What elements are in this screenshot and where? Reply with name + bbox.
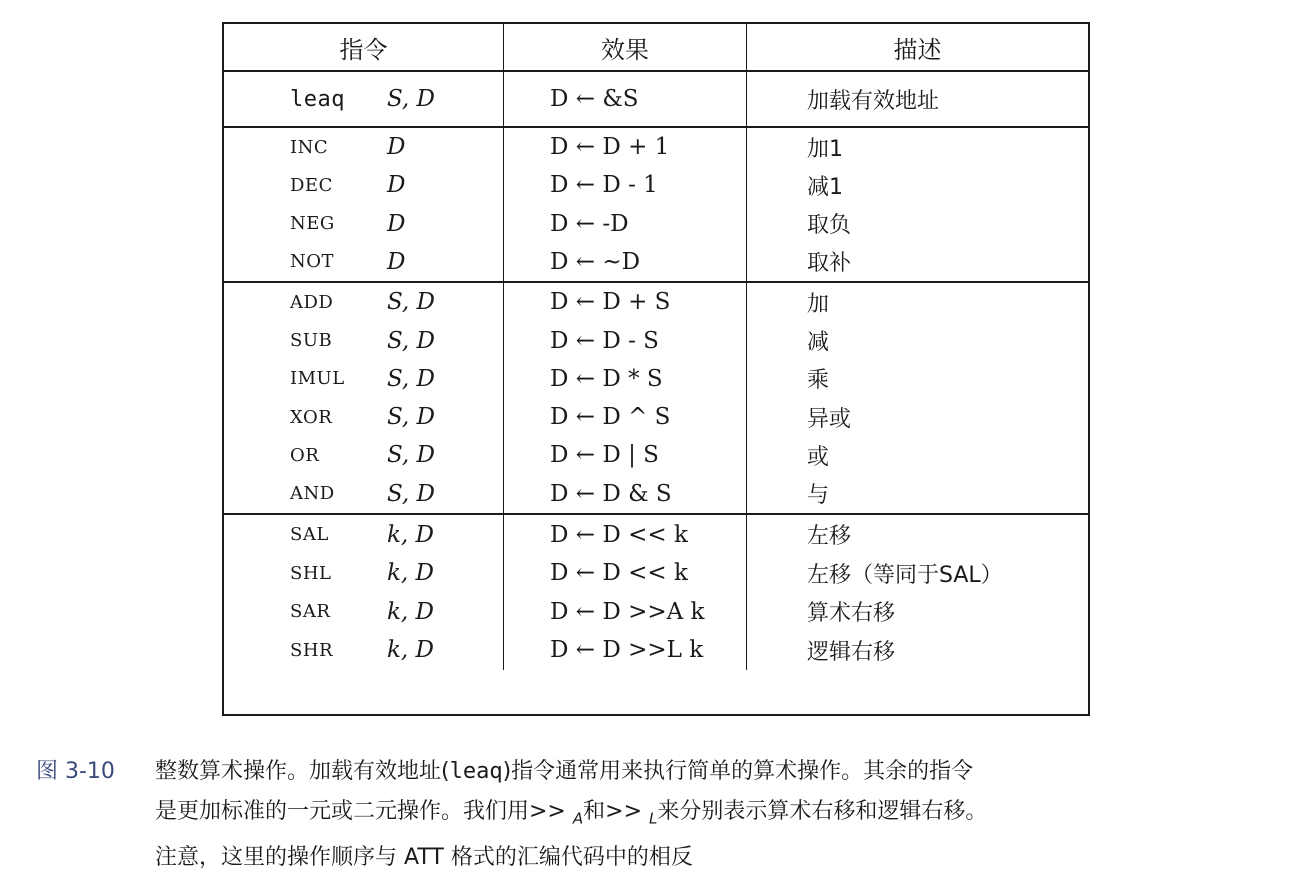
- opcode: DEC: [290, 174, 333, 196]
- effect-cell: D ← D & S: [550, 480, 672, 507]
- operands: S, D: [387, 86, 435, 112]
- instruction-cell: [224, 166, 503, 204]
- opcode: AND: [290, 483, 335, 505]
- effect-column: [504, 128, 747, 281]
- header-instruction: 指令: [224, 24, 504, 70]
- instruction-column: [224, 283, 504, 513]
- description-cell: 或: [807, 444, 830, 470]
- operands: S, D: [387, 404, 435, 431]
- description-cell: 减1: [807, 174, 843, 200]
- effect-cell: D ← D ^ S: [550, 404, 671, 431]
- caption-text: 来分别表示算术右移和逻辑右移。: [657, 799, 988, 824]
- table-group: [224, 283, 1088, 515]
- instruction-cell: [224, 321, 503, 359]
- instruction-cell: [224, 554, 503, 593]
- caption-sub: L: [649, 809, 658, 828]
- instruction-cell: [224, 128, 503, 166]
- instruction-column: [224, 72, 504, 126]
- opcode: SHL: [290, 562, 332, 584]
- effect-cell: D ← D << k: [550, 521, 688, 548]
- effect-cell: D ← D >>A k: [550, 598, 705, 625]
- opcode: OR: [290, 444, 320, 466]
- description-column: [747, 128, 1088, 281]
- table-group: [224, 515, 1088, 670]
- operands: S, D: [387, 365, 435, 392]
- description-column: [747, 283, 1088, 513]
- caption-text: 整数算术操作。加载有效地址(: [155, 759, 450, 784]
- instruction-column: [224, 515, 504, 670]
- description-column: [747, 515, 1088, 670]
- operands: k, D: [387, 521, 434, 548]
- effect-cell: D ← D * S: [550, 365, 663, 392]
- description-cell: 取补: [807, 251, 852, 277]
- opcode: SAL: [290, 524, 329, 546]
- caption-body: [155, 752, 1286, 878]
- header-description: 描述: [893, 35, 942, 64]
- description-cell: 加1: [807, 136, 843, 162]
- table-group: [224, 128, 1088, 283]
- instruction-cell: [224, 593, 503, 632]
- effect-column: [504, 72, 747, 126]
- caption-code: leaq: [449, 759, 503, 784]
- operands: D: [387, 248, 406, 275]
- instruction-column: [224, 128, 504, 281]
- caption-text: )指令通常用来执行简单的算术操作。其余的指令: [502, 759, 974, 784]
- effect-cell: D ← ~D: [550, 248, 641, 275]
- caption-sub: A: [572, 809, 584, 828]
- instruction-cell: [224, 80, 503, 119]
- description-cell: 取负: [807, 213, 852, 239]
- operands: D: [387, 134, 406, 161]
- operands: k, D: [387, 598, 434, 625]
- operands: S, D: [387, 327, 435, 354]
- instruction-cell: [224, 283, 503, 321]
- operands: S, D: [387, 442, 435, 469]
- opcode: ADD: [290, 291, 334, 313]
- header-effect: 效果: [504, 24, 747, 70]
- opcode: NEG: [290, 213, 335, 235]
- operands: k, D: [387, 637, 434, 664]
- opcode: IMUL: [290, 368, 345, 390]
- description-cell: 算术右移: [807, 601, 896, 627]
- opcode: NOT: [290, 251, 335, 273]
- operands: S, D: [387, 480, 435, 507]
- description-cell: 加: [807, 291, 830, 317]
- figure-caption: [36, 752, 1286, 878]
- description-cell: 与: [807, 483, 830, 509]
- effect-cell: D ← D >>L k: [550, 637, 704, 664]
- effect-cell: D ← D - S: [550, 327, 659, 354]
- effect-column: [504, 283, 747, 513]
- description-cell: 逻辑右移: [807, 639, 896, 665]
- instruction-cell: [224, 360, 503, 398]
- opcode: XOR: [290, 406, 333, 428]
- instruction-cell: [224, 515, 503, 554]
- operands: D: [387, 172, 406, 199]
- description-cell: 加载有效地址: [807, 88, 940, 114]
- effect-column: [504, 515, 747, 670]
- description-cell: 乘: [807, 368, 830, 394]
- opcode: SAR: [290, 601, 331, 623]
- description-cell: 左移（等同于SAL）: [807, 562, 1003, 588]
- description-column: [747, 72, 1088, 126]
- description-cell: 左移: [807, 524, 852, 550]
- operands: D: [387, 210, 406, 237]
- table-header: [224, 24, 1088, 72]
- caption-line-3: 注意，这里的操作顺序与 ATT 格式的汇编代码中的相反: [155, 845, 693, 871]
- caption-line-2: [155, 792, 1286, 838]
- instruction-cell: [224, 475, 503, 513]
- instruction-cell: [224, 205, 503, 243]
- opcode: leaq: [290, 86, 345, 112]
- effect-cell: D ← D - 1: [550, 172, 658, 199]
- caption-line-1: [155, 752, 1286, 792]
- operands: S, D: [387, 289, 435, 316]
- instruction-cell: [224, 631, 503, 670]
- table-group: [224, 72, 1088, 128]
- effect-cell: D ← D | S: [550, 442, 659, 469]
- effect-cell: D ← &S: [550, 86, 639, 112]
- effect-cell: D ← -D: [550, 210, 629, 237]
- description-cell: 异或: [807, 406, 852, 432]
- figure-label: 图 3-10: [36, 759, 115, 784]
- instruction-cell: [224, 243, 503, 281]
- effect-cell: D ← D + S: [550, 289, 671, 316]
- description-cell: 减: [807, 330, 830, 355]
- caption-text: 是更加标准的一元或二元操作。我们用>>: [155, 799, 573, 824]
- operands: k, D: [387, 560, 434, 587]
- caption-text: 和>>: [583, 799, 650, 824]
- instruction-cell: [224, 436, 503, 474]
- opcode: SHR: [290, 639, 334, 661]
- instruction-cell: [224, 398, 503, 436]
- opcode: SUB: [290, 330, 333, 351]
- instruction-table: [222, 22, 1090, 716]
- opcode: INC: [290, 136, 329, 158]
- table-body: [224, 72, 1088, 670]
- effect-cell: D ← D + 1: [550, 134, 670, 161]
- effect-cell: D ← D << k: [550, 560, 688, 587]
